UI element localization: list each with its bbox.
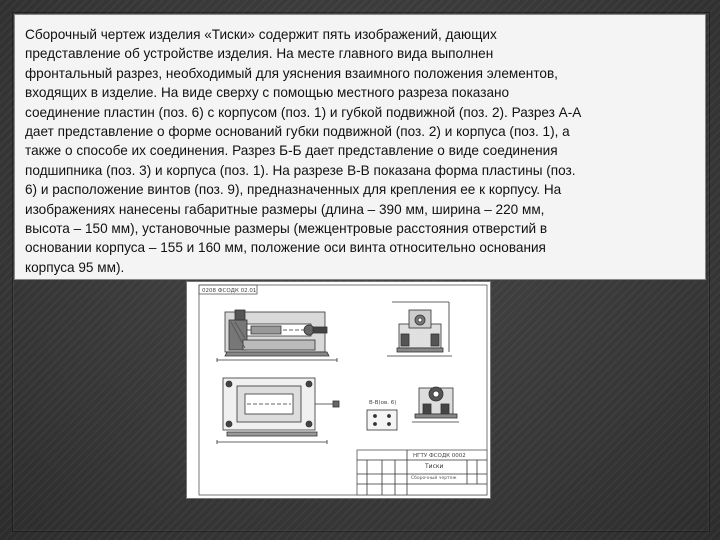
title-designation: НГТУ ФСОДК 0002 <box>413 453 466 459</box>
assembly-drawing-image <box>186 281 491 499</box>
title-name: Тиски <box>425 463 444 470</box>
side-view-section <box>387 302 452 356</box>
section-label: В-В(ов. 6) <box>369 400 397 406</box>
body-paragraph: Сборочный чертеж изделия «Тиски» содержит пять изображений, дающих представление об устройстве изделия. На месте главного вида выполнен фронтальный разрез, необходимый для уяснения взаимного положения элементов, входящих в изделие. На виде сверху с помощью местного разреза показано соединение пластин (поз. 6) с корпусом (поз. 1) и губкой подвижной (поз. 2). Разрез А-А дает представление о форме оснований губки подвижной (поз. 2) и корпуса (поз. 1), а также о способе их соединения. Разрез Б-Б дает представление о виде соединения подшипника (поз. 3) и корпуса (поз. 1). На разрезе В-В показана форма пластины (поз. 6) и расположение винтов (поз. 9), предназначенных для крепления ее к корпусу. На изображениях нанесены габаритные размеры (длина – 390 мм, ширина – 220 мм, высота – 150 мм), установочные размеры (межцентровые расстояния отверстий в основании корпуса – 155 и 160 мм, положение оси винта относительно основания корпуса 95 мм). <box>25 27 582 275</box>
code-stamp: 0208 ФСОДК 02.01 <box>202 288 257 294</box>
title-subtitle: Сборочный чертеж <box>411 476 457 481</box>
text-panel <box>14 14 706 280</box>
title-block <box>357 450 487 495</box>
top-view <box>217 378 339 444</box>
section-aa <box>412 387 459 422</box>
front-view-section <box>217 310 337 362</box>
section-bb <box>367 400 397 430</box>
